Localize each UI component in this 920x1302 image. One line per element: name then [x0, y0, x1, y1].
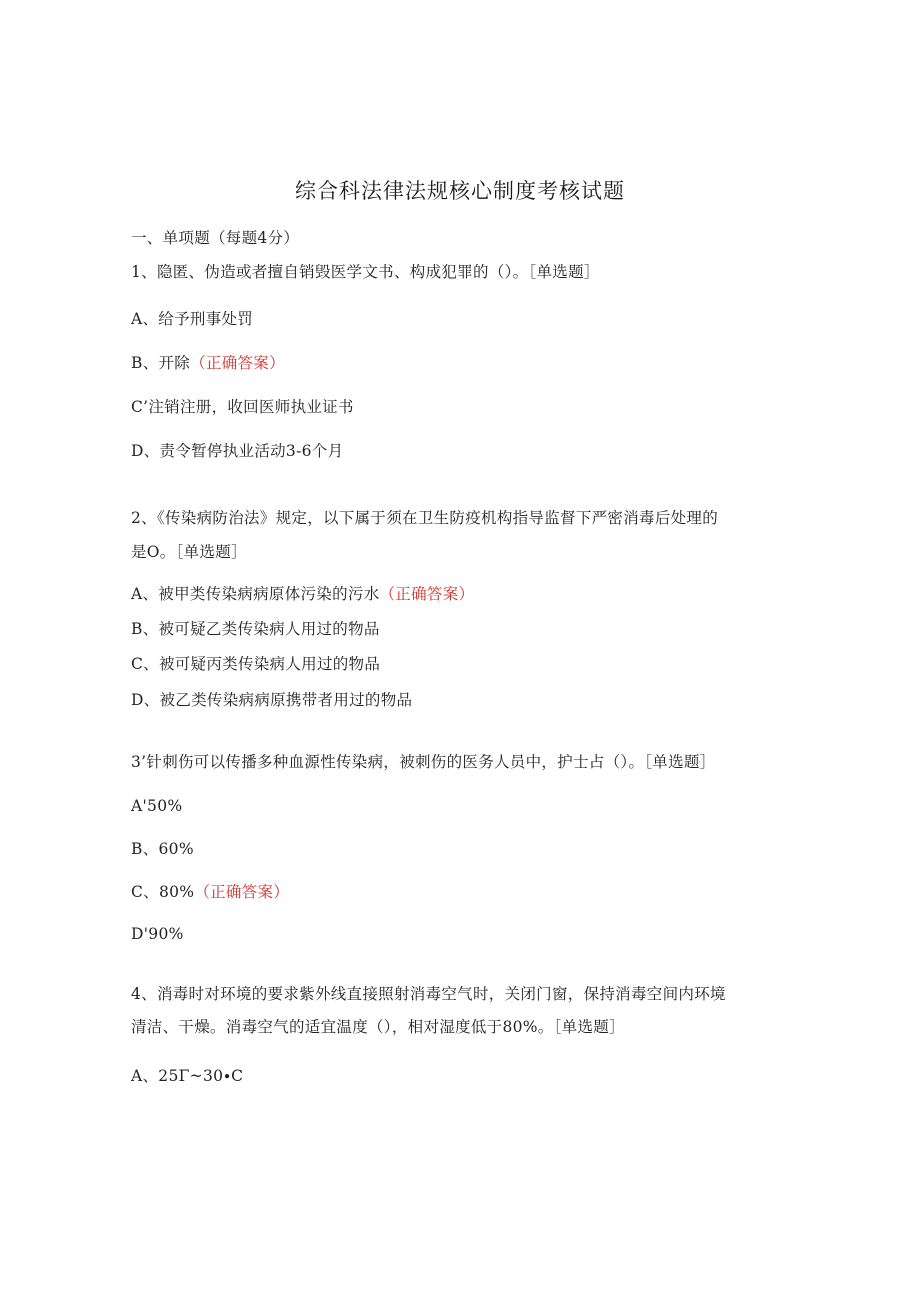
- question-2-stem-line-2: 是O。［单选题］: [131, 543, 247, 561]
- correct-answer-mark: （正确答案）: [194, 883, 290, 901]
- question-2-stem-line-1: 2、《传染病防治法》规定，以下属于须在卫生防疫机构指导监督下严密消毒后处理的: [131, 509, 719, 527]
- question-3-option-d: D'90%: [131, 925, 184, 943]
- question-3-stem: 3’针刺伤可以传播多种血源性传染病，被刺伤的医务人员中，护士占（）。［单选题］: [131, 753, 716, 771]
- question-2-option-a: [131, 584, 474, 604]
- question-4-stem-line-2: 清洁、干燥。消毒空气的适宜温度（），相对湿度低于80%。［单选题］: [131, 1018, 625, 1036]
- question-4-stem-line-1: 4、消毒时对环境的要求紫外线直接照射消毒空气时，关闭门窗，保持消毒空间内环境: [131, 985, 726, 1003]
- question-1-option-a: A、给予刑事处罚: [131, 310, 254, 328]
- question-3-option-b: B、60%: [131, 840, 194, 858]
- question-1-stem: 1、隐匿、伪造或者擅自销毁医学文书、构成犯罪的（）。［单选题］: [131, 263, 600, 281]
- question-3-option-a: A'50%: [131, 797, 183, 815]
- question-1-option-d: D、责令暂停执业活动3-6个月: [131, 442, 344, 460]
- option-text: A、被甲类传染病病原体污染的污水: [131, 585, 380, 603]
- question-2-option-d: D、被乙类传染病病原携带者用过的物品: [131, 691, 413, 709]
- question-2-option-b: B、被可疑乙类传染病人用过的物品: [131, 620, 380, 638]
- correct-answer-mark: （正确答案）: [190, 354, 285, 372]
- document-title: 综合科法律法规核心制度考核试题: [295, 179, 625, 203]
- option-text: C、80%: [131, 883, 195, 901]
- section-heading: 一、单项题（每题4分）: [131, 229, 300, 247]
- question-1-option-c: C’注销注册，收回医师执业证书: [131, 398, 354, 416]
- correct-answer-mark: （正确答案）: [379, 585, 475, 603]
- option-text: B、开除: [131, 354, 191, 372]
- question-1-option-b: [131, 353, 285, 373]
- question-4-option-a: A、25Γ~30∙C: [131, 1067, 244, 1085]
- question-2-option-c: C、被可疑丙类传染病人用过的物品: [131, 655, 381, 673]
- question-3-option-c: [131, 882, 289, 902]
